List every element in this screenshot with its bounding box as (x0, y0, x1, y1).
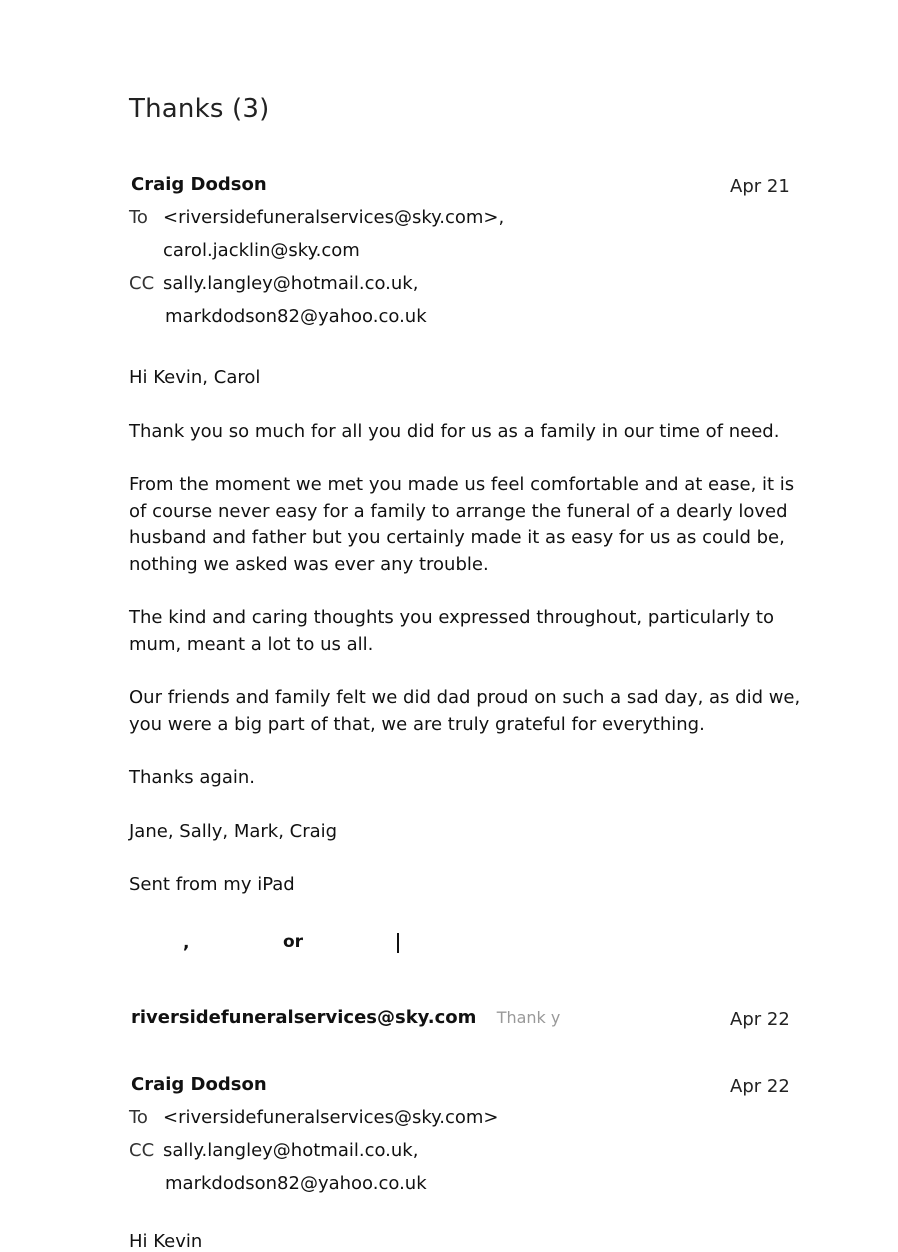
sender-email: riversidefuneralservices@sky.com (131, 1007, 477, 1028)
cc-email[interactable]: sally.langley@hotmail.co.uk, (163, 1140, 419, 1161)
message-body (129, 365, 809, 899)
recipient-email[interactable]: <riversidefuneralservices@sky.com>, (163, 207, 505, 228)
to-row (129, 207, 504, 228)
cc-row (129, 273, 418, 294)
sent-from: Sent from my iPad (129, 874, 295, 895)
greeting: Hi Kevin, Carol (129, 367, 261, 388)
recipient-email[interactable]: carol.jacklin@sky.com (163, 240, 360, 261)
cc-email[interactable]: sally.langley@hotmail.co.uk, (163, 273, 419, 294)
cc-email[interactable]: markdodson82@yahoo.co.uk (165, 306, 427, 327)
to-label: To (129, 207, 148, 228)
cc-row (129, 1140, 418, 1161)
message-sender[interactable]: Craig Dodson (131, 174, 267, 195)
message-date: Apr 22 (730, 1009, 790, 1030)
to-label: To (129, 1107, 148, 1128)
cc-email[interactable]: markdodson82@yahoo.co.uk (165, 1173, 427, 1194)
to-row (129, 1107, 499, 1128)
separator-or: or (283, 932, 304, 952)
body-paragraph: From the moment we met you made us feel comfortable and at ease, it is of course never easy for a family to arrange the funeral of a dearly loved husband and father but you certainly made it as easy for us as could be, nothing we asked was ever any trouble. (129, 474, 795, 575)
message-date: Apr 22 (730, 1076, 790, 1097)
message-preview: Thank y (496, 1008, 561, 1027)
greeting: Hi Kevin (129, 1231, 203, 1252)
cc-label: CC (129, 273, 155, 294)
body-paragraph: Thanks again. (129, 767, 255, 788)
recipient-email[interactable]: <riversidefuneralservices@sky.com> (163, 1107, 499, 1128)
body-paragraph: The kind and caring thoughts you expressed throughout, particularly to mum, meant a lot to us all. (129, 607, 774, 655)
body-paragraph: Thank you so much for all you did for us as a family in our time of need. (129, 420, 780, 442)
separator-comma: , (183, 933, 190, 953)
message-sender[interactable]: Craig Dodson (131, 1074, 267, 1095)
message-date: Apr 21 (730, 176, 790, 197)
thread-subject: Thanks (3) (129, 94, 270, 124)
message-sender[interactable] (131, 1007, 560, 1028)
text-cursor (397, 933, 399, 953)
body-paragraph: Our friends and family felt we did dad proud on such a sad day, as did we, you were a big part of that, we are truly grateful for everything. (129, 687, 801, 735)
cc-label: CC (129, 1140, 155, 1161)
signature: Jane, Sally, Mark, Craig (129, 820, 338, 842)
